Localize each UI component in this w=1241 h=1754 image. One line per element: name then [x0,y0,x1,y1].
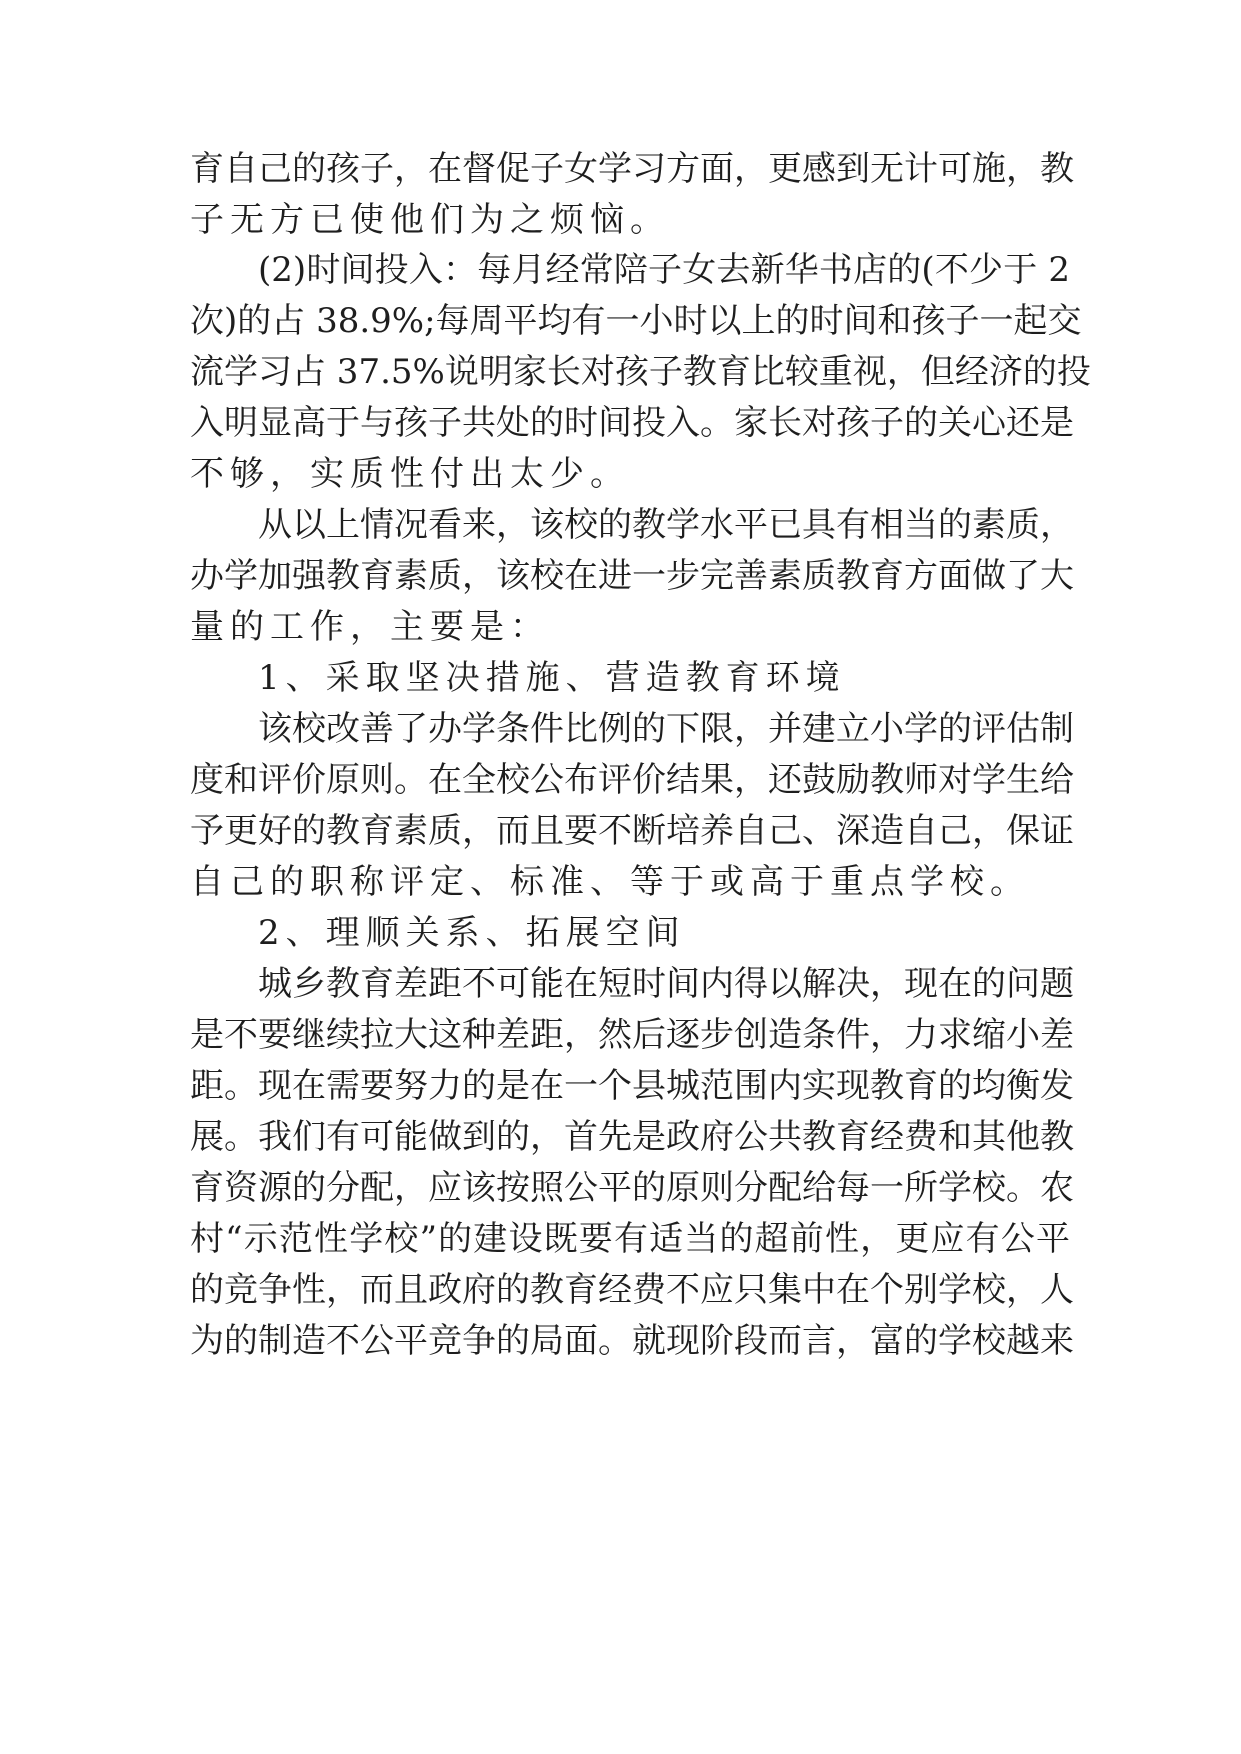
paragraph-line: 为的制造不公平竞争的局面。就现阶段而言，富的学校越来 [190,1321,1074,1361]
section-heading: 2、理顺关系、拓展空间 [258,913,686,953]
paragraph-line: 子无方已使他们为之烦恼。 [190,200,670,240]
paragraph-line: 予更好的教育素质，而且要不断培养自己、深造自己，保证 [190,811,1074,851]
paragraph-line: 不够，实质性付出太少。 [190,454,630,494]
paragraph-line: 入明显高于与孩子共处的时间投入。家长对孩子的关心还是 [190,403,1074,443]
section-heading: 1、采取坚决措施、营造教育环境 [258,658,846,698]
paragraph-line: 该校改善了办学条件比例的下限，并建立小学的评估制 [258,709,1074,749]
paragraph-line: 度和评价原则。在全校公布评价结果，还鼓励教师对学生给 [190,760,1074,800]
paragraph-line: 从以上情况看来，该校的教学水平已具有相当的素质， [258,505,1074,545]
paragraph-line: 展。我们有可能做到的，首先是政府公共教育经费和其他教 [190,1117,1074,1157]
paragraph-line: 城乡教育差距不可能在短时间内得以解决，现在的问题 [258,964,1074,1004]
paragraph-line: 的竞争性，而且政府的教育经费不应只集中在个别学校，人 [190,1270,1074,1310]
paragraph-line: 自己的职称评定、标准、等于或高于重点学校。 [190,862,1030,902]
paragraph-line: 育自己的孩子，在督促子女学习方面，更感到无计可施，教 [190,149,1074,189]
paragraph-line: 育资源的分配，应该按照公平的原则分配给每一所学校。农 [190,1168,1074,1208]
paragraph-line: 是不要继续拉大这种差距，然后逐步创造条件，力求缩小差 [190,1015,1074,1055]
paragraph-line: 次)的占 38.9%;每周平均有一小时以上的时间和孩子一起交 [190,301,1082,341]
paragraph-line: 办学加强教育素质，该校在进一步完善素质教育方面做了大 [190,556,1074,596]
paragraph-line: (2)时间投入：每月经常陪子女去新华书店的(不少于 2 [258,250,1070,290]
paragraph-line: 村“示范性学校”的建设既要有适当的超前性，更应有公平 [190,1219,1070,1259]
paragraph-line: 距。现在需要努力的是在一个县城范围内实现教育的均衡发 [190,1066,1074,1106]
paragraph-line: 量的工作，主要是： [190,607,550,647]
paragraph-line: 流学习占 37.5%说明家长对孩子教育比较重视，但经济的投 [190,352,1091,392]
